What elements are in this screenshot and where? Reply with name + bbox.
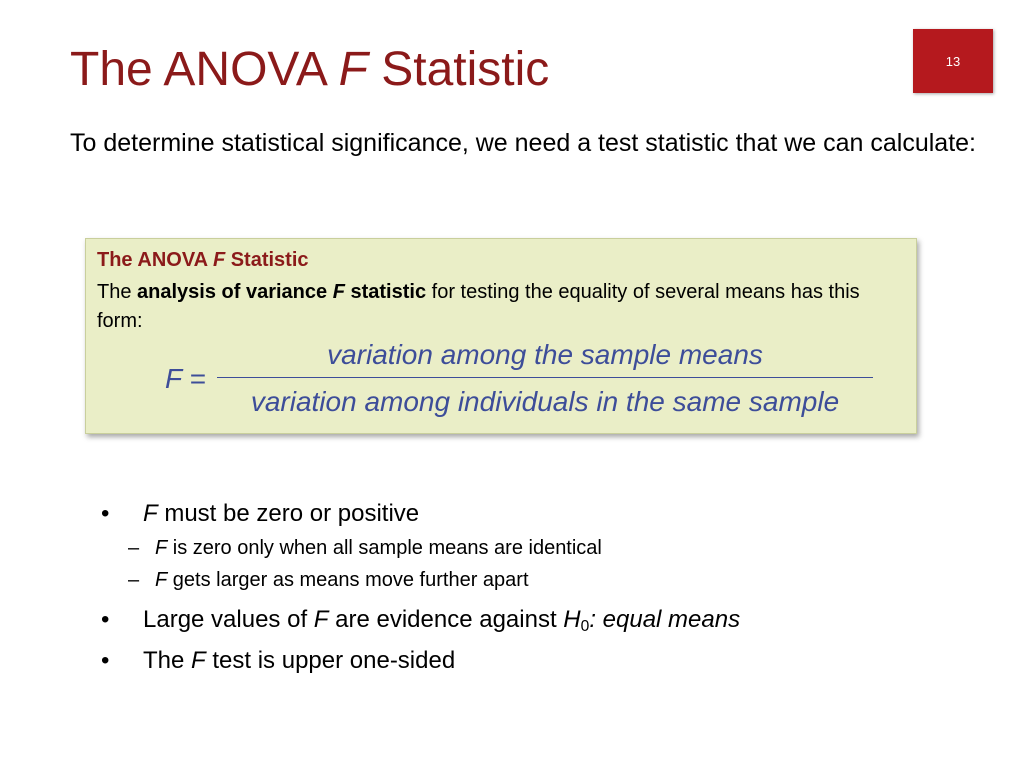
bullet-marker: • (101, 500, 110, 527)
f-statistic-formula (86, 239, 916, 433)
fraction-bar (217, 377, 873, 378)
dash-marker: – (128, 537, 140, 559)
formula-denominator: variation among individuals in the same sample (250, 386, 840, 417)
slide-title: The ANOVA F Statistic (70, 43, 550, 96)
formula-numerator: variation among the sample means (327, 339, 763, 370)
page-number: 13 (945, 54, 961, 69)
page-number-badge (913, 29, 993, 93)
bullet-marker: • (101, 606, 110, 633)
definition-heading: The ANOVA F Statistic (97, 249, 309, 271)
dash-marker: – (128, 569, 140, 591)
intro-text: To determine statistical significance, we need a test statistic that we can calculate: (70, 129, 977, 157)
bullet-marker: • (101, 647, 110, 674)
definition-text: The analysis of variance F statistic for testing the equality of several means has this form: (97, 281, 860, 332)
definition-box (85, 238, 917, 434)
formula-lhs: F = (165, 363, 206, 394)
